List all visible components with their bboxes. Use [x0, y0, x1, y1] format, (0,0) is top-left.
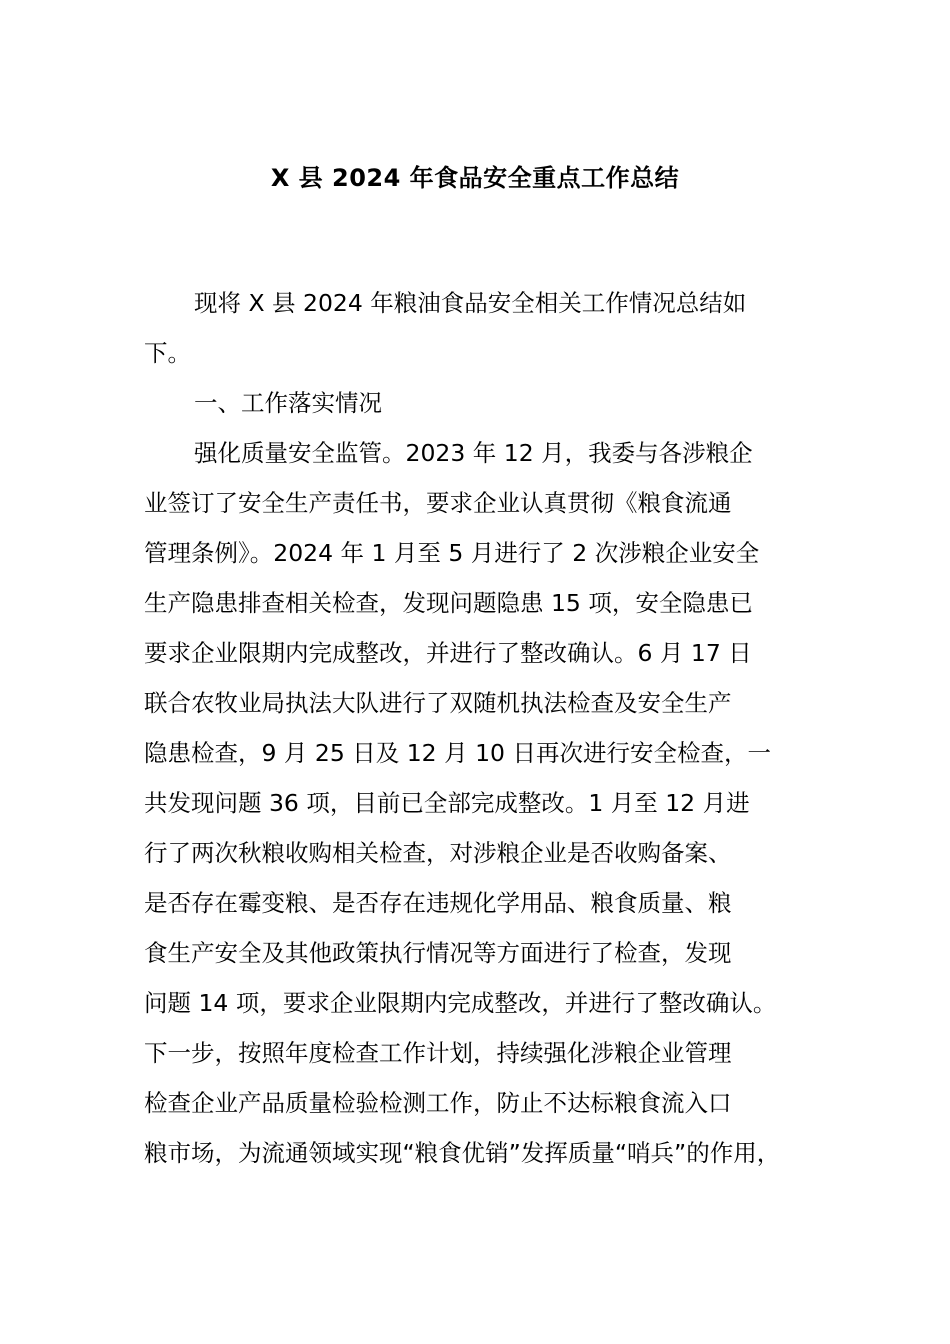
text-line: 粮市场，为流通领域实现“粮食优销”发挥质量“哨兵”的作用， — [144, 1139, 781, 1167]
text-line: 下一步，按照年度检查工作计划，持续强化涉粮企业管理 — [144, 1039, 732, 1067]
text-line: 生产隐患排查相关检查，发现问题隐患 15 项，安全隐患已 — [144, 589, 753, 617]
text-line: 联合农牧业局执法大队进行了双随机执法检查及安全生产 — [144, 689, 732, 717]
text-line: 现将 X 县 2024 年粮油食品安全相关工作情况总结如 — [194, 289, 747, 317]
text-line: 食生产安全及其他政策执行情况等方面进行了检查，发现 — [144, 939, 732, 967]
text-line: 下。 — [144, 339, 191, 367]
text-line: 业签订了安全生产责任书，要求企业认真贯彻《粮食流通 — [144, 489, 732, 517]
text-line: 管理条例》。2024 年 1 月至 5 月进行了 2 次涉粮企业安全 — [144, 539, 760, 567]
document-body — [144, 278, 806, 1178]
text-line: 检查企业产品质量检验检测工作，防止不达标粮食流入口 — [144, 1089, 732, 1117]
text-line: 隐患检查，9 月 25 日及 12 月 10 日再次进行安全检查，一 — [144, 739, 771, 767]
text-line: 强化质量安全监管。2023 年 12 月，我委与各涉粮企 — [194, 439, 753, 467]
section-heading: 一、工作落实情况 — [194, 389, 382, 417]
text-line: 问题 14 项，要求企业限期内完成整改，并进行了整改确认。 — [144, 989, 777, 1017]
text-line: 行了两次秋粮收购相关检查，对涉粮企业是否收购备案、 — [144, 839, 732, 867]
document-title: X 县 2024 年食品安全重点工作总结 — [270, 164, 680, 192]
text-line: 要求企业限期内完成整改，并进行了整改确认。6 月 17 日 — [144, 639, 752, 667]
text-line: 是否存在霉变粮、是否存在违规化学用品、粮食质量、粮 — [144, 889, 732, 917]
text-line: 共发现问题 36 项，目前已全部完成整改。1 月至 12 月进 — [144, 789, 750, 817]
